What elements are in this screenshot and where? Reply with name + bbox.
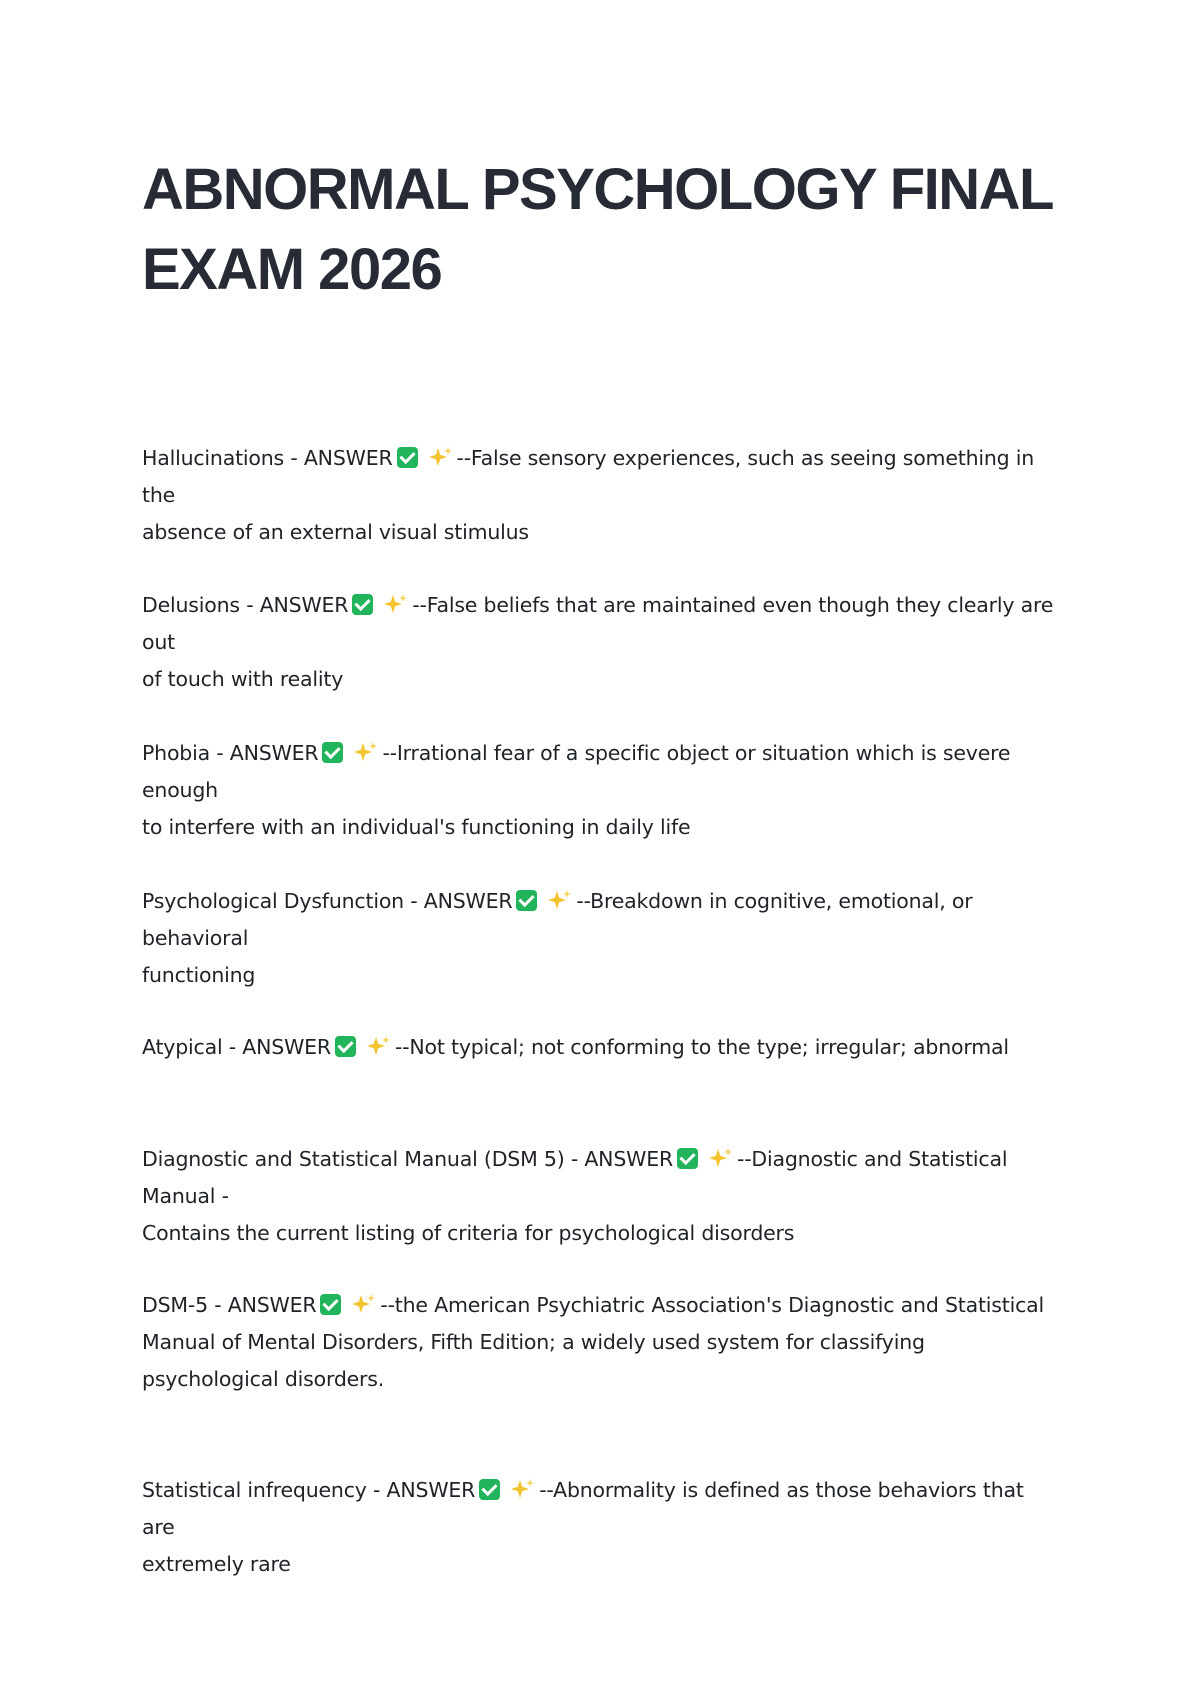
check-mark-button-icon — [397, 447, 418, 468]
entry-definition: --the American Psychiatric Association's Diagnostic and Statistical — [380, 1293, 1045, 1317]
entry-term: Hallucinations - ANSWER — [142, 446, 393, 470]
entry-continuation: of touch with reality — [142, 667, 344, 691]
entry-term: Diagnostic and Statistical Manual (DSM 5) - ANSWER — [142, 1147, 673, 1171]
entry-term: DSM-5 - ANSWER — [142, 1293, 317, 1317]
document-page — [142, 150, 1062, 1576]
flashcard-entry-psychological-dysfunction — [142, 883, 1062, 994]
sparkles-icon — [351, 741, 379, 763]
entry-continuation: extremely rare — [142, 1552, 291, 1576]
entry-definition: --Breakdown in cognitive, emotional, or behavioral — [142, 889, 973, 950]
entry-continuation: absence of an external visual stimulus — [142, 520, 529, 544]
sparkles-icon — [508, 1478, 536, 1500]
flashcard-entry-dsm-5 — [142, 1287, 1062, 1398]
entry-definition: --False beliefs that are maintained even though they clearly are out — [142, 593, 1054, 654]
sparkles-icon — [349, 1293, 377, 1315]
entry-term: Phobia - ANSWER — [142, 741, 319, 765]
entry-term: Delusions - ANSWER — [142, 593, 349, 617]
entry-term: Psychological Dysfunction - ANSWER — [142, 889, 513, 913]
check-mark-button-icon — [322, 742, 343, 763]
title-line-2: EXAM 2026 — [142, 237, 442, 302]
flashcard-entry-atypical — [142, 1029, 1062, 1066]
entry-term: Statistical infrequency - ANSWER — [142, 1478, 476, 1502]
flashcard-entry-phobia — [142, 735, 1062, 846]
check-mark-button-icon — [335, 1036, 356, 1057]
check-mark-button-icon — [516, 890, 537, 911]
entry-definition: --False sensory experiences, such as seeing something in the — [142, 446, 1035, 507]
entry-definition: --Diagnostic and Statistical Manual - — [142, 1147, 1008, 1208]
sparkles-icon — [545, 889, 573, 911]
sparkles-icon — [426, 446, 454, 468]
sparkles-icon — [706, 1147, 734, 1169]
document-title — [142, 150, 1062, 310]
entry-continuation: Manual of Mental Disorders, Fifth Edition; a widely used system for classifying psychological disorders. — [142, 1330, 925, 1391]
flashcard-entry-hallucinations — [142, 440, 1062, 551]
sparkles-icon — [381, 593, 409, 615]
check-mark-button-icon — [352, 594, 373, 615]
flashcard-entry-statistical-infrequency — [142, 1472, 1062, 1583]
flashcard-entry-dsm-manual — [142, 1141, 1062, 1252]
entry-term: Atypical - ANSWER — [142, 1035, 331, 1059]
entry-continuation: Contains the current listing of criteria for psychological disorders — [142, 1221, 795, 1245]
entry-definition: --Abnormality is defined as those behaviors that are — [142, 1478, 1024, 1539]
title-line-1: ABNORMAL PSYCHOLOGY FINAL — [142, 157, 1053, 222]
entry-definition: --Irrational fear of a specific object or situation which is severe enough — [142, 741, 1011, 802]
check-mark-button-icon — [320, 1294, 341, 1315]
entry-continuation: functioning — [142, 963, 256, 987]
flashcard-entry-delusions — [142, 587, 1062, 698]
sparkles-icon — [364, 1035, 392, 1057]
entry-definition: --Not typical; not conforming to the type; irregular; abnormal — [394, 1035, 1009, 1059]
entry-continuation: to interfere with an individual's functioning in daily life — [142, 815, 691, 839]
check-mark-button-icon — [479, 1479, 500, 1500]
check-mark-button-icon — [677, 1148, 698, 1169]
